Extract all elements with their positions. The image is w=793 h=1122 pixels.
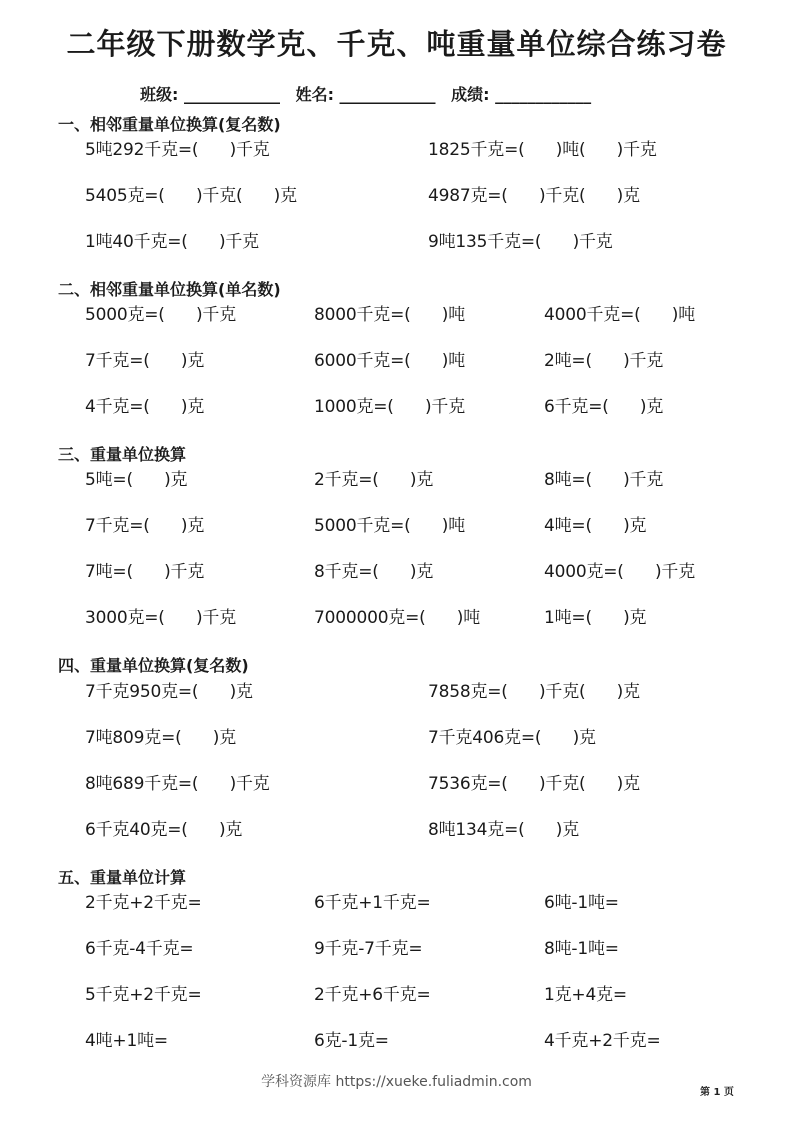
problem: 7吨809克=( )克 <box>85 728 236 748</box>
problem: 7536克=( )千克( )克 <box>428 774 640 794</box>
problem: 3000克=( )千克 <box>85 608 236 628</box>
problem: 6000千克=( )吨 <box>314 351 465 371</box>
problem: 5405克=( )千克( )克 <box>85 186 297 206</box>
problem: 6千克=( )克 <box>544 397 664 417</box>
problem: 4000千克=( )吨 <box>544 305 695 325</box>
problem: 4987克=( )千克( )克 <box>428 186 640 206</box>
footer-source: 学科资源库 https://xueke.fuliadmin.com <box>261 1074 532 1090</box>
problem: 6吨-1吨= <box>544 893 619 913</box>
class-field[interactable]: 班级: ____________ <box>140 85 280 104</box>
problem: 2千克+6千克= <box>314 985 431 1005</box>
problem: 7858克=( )千克( )克 <box>428 682 640 702</box>
problem: 2千克=( )克 <box>314 470 434 490</box>
problem: 9吨135千克=( )千克 <box>428 232 613 252</box>
problem: 4吨=( )克 <box>544 516 647 536</box>
problem: 7千克950克=( )克 <box>85 682 253 702</box>
problem: 9千克-7千克= <box>314 939 423 959</box>
page-number: 第 1 页 <box>700 1087 734 1098</box>
problem: 1吨40千克=( )千克 <box>85 232 259 252</box>
problem: 7吨=( )千克 <box>85 562 205 582</box>
problem: 7千克=( )克 <box>85 351 205 371</box>
problem: 5000克=( )千克 <box>85 305 236 325</box>
problem: 8吨-1吨= <box>544 939 619 959</box>
problem: 7千克406克=( )克 <box>428 728 596 748</box>
problem: 2千克+2千克= <box>85 893 202 913</box>
problem: 8千克=( )克 <box>314 562 434 582</box>
problem: 8吨689千克=( )千克 <box>85 774 270 794</box>
problem: 6千克-4千克= <box>85 939 194 959</box>
problem: 7千克=( )克 <box>85 516 205 536</box>
problem: 8吨=( )千克 <box>544 470 664 490</box>
problem: 1吨=( )克 <box>544 608 647 628</box>
problem: 6千克+1千克= <box>314 893 431 913</box>
section-1-header: 一、相邻重量单位换算(复名数) <box>58 115 281 134</box>
student-info-line <box>140 82 601 105</box>
problem: 1000克=( )千克 <box>314 397 465 417</box>
name-field[interactable]: 姓名: ____________ <box>295 85 436 104</box>
score-field[interactable]: 成绩: ____________ <box>451 85 592 104</box>
problem: 4吨+1吨= <box>85 1031 168 1051</box>
problem: 8000千克=( )吨 <box>314 305 465 325</box>
problem: 6克-1克= <box>314 1031 389 1051</box>
problem: 2吨=( )千克 <box>544 351 664 371</box>
section-4-header: 四、重量单位换算(复名数) <box>58 656 249 675</box>
problem: 1克+4克= <box>544 985 627 1005</box>
problem: 6千克40克=( )克 <box>85 820 243 840</box>
problem: 5吨292千克=( )千克 <box>85 140 270 160</box>
problem: 4000克=( )千克 <box>544 562 695 582</box>
problem: 5000千克=( )吨 <box>314 516 465 536</box>
problem: 5千克+2千克= <box>85 985 202 1005</box>
section-2-header: 二、相邻重量单位换算(单名数) <box>58 280 281 299</box>
problem: 7000000克=( )吨 <box>314 608 481 628</box>
page-title: 二年级下册数学克、千克、吨重量单位综合练习卷 <box>66 27 727 61</box>
problem: 1825千克=( )吨( )千克 <box>428 140 657 160</box>
problem: 5吨=( )克 <box>85 470 188 490</box>
problem: 4千克+2千克= <box>544 1031 661 1051</box>
section-5-header: 五、重量单位计算 <box>58 868 187 887</box>
problem: 4千克=( )克 <box>85 397 205 417</box>
section-3-header: 三、重量单位换算 <box>58 445 187 464</box>
problem: 8吨134克=( )克 <box>428 820 579 840</box>
